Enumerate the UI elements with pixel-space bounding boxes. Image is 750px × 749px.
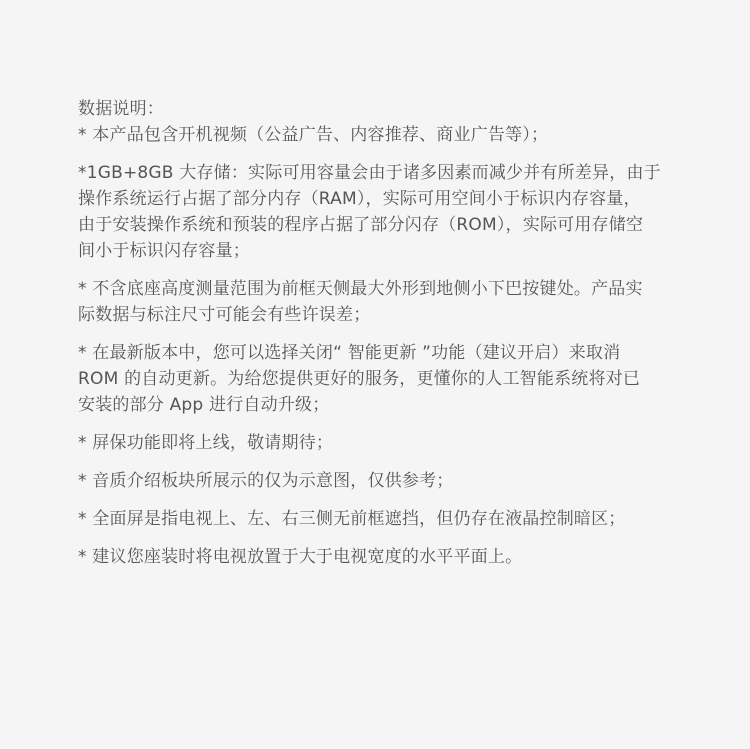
note-screensaver (78, 430, 678, 456)
note-smart-update (78, 340, 678, 418)
note-intro-video (78, 122, 678, 148)
note-line: 操作系统运行占据了部分内存（RAM），实际可用空间小于标识内存容量， (78, 189, 641, 209)
note-line: * 建议您座装时将电视放置于大于电视宽度的水平平面上。 (78, 547, 523, 567)
note-measurement (78, 276, 678, 328)
note-line: * 全面屏是指电视上、左、右三侧无前框遮挡，但仍存在液晶控制暗区； (78, 509, 626, 529)
note-line: * 不含底座高度测量范围为前框天侧最大外形到地侧小下巴按键处。产品实 (78, 279, 643, 299)
note-line: * 音质介绍板块所展示的仅为示意图，仅供参考； (78, 471, 454, 491)
note-line: * 本产品包含开机视频（公益广告、内容推荐、商业广告等）； (78, 125, 549, 145)
note-line: 由于安装操作系统和预装的程序占据了部分闪存（ROM），实际可用存储空 (78, 215, 644, 235)
note-line: 间小于标识闪存容量； (78, 241, 250, 261)
data-notes-document (78, 96, 678, 570)
note-line: ROM 的自动更新。为给您提供更好的服务，更懂你的人工智能系统将对已 (78, 369, 641, 389)
note-line: * 屏保功能即将上线，敬请期待； (78, 433, 334, 453)
note-line: 安装的部分 App 进行自动升级； (78, 395, 330, 415)
note-line: *1GB+8GB 大存储：实际可用容量会由于诸多因素而减少并有所差异，由于 (78, 163, 661, 183)
note-mounting (78, 544, 678, 570)
note-line: 际数据与标注尺寸可能会有些许误差； (78, 305, 371, 325)
note-audio-illustration (78, 468, 678, 494)
note-full-screen (78, 506, 678, 532)
note-storage (78, 160, 678, 264)
notes-title: 数据说明： (78, 99, 164, 119)
note-line: * 在最新版本中，您可以选择关闭“ 智能更新 ”功能（建议开启）来取消 (78, 343, 621, 363)
